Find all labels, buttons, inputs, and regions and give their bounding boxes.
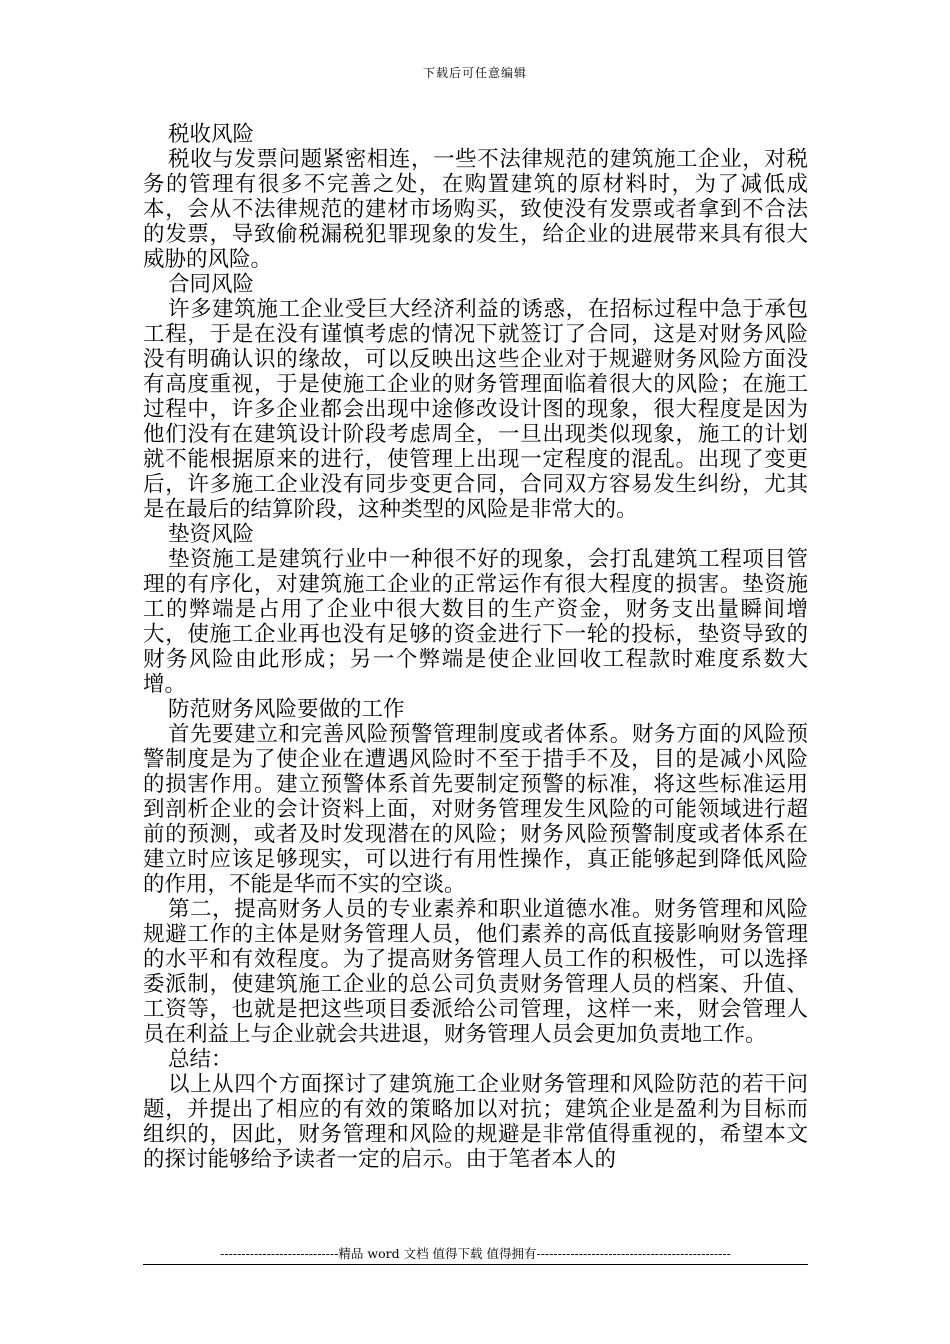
section-heading-summary: 总结： xyxy=(168,1047,233,1072)
paragraph-contract-risk: 许多建筑施工企业受巨大经济利益的诱惑，在招标过程中急于承包工程，于是在没有谨慎考虑的情况下就签订了合同，这是对财务风险没有明确认识的缘故，可以反映出这些企业对于规避财务风险方面没有高度重视，于是使施工企业的财务管理面临着很大的风险；在施工过程中，许多企业都会出现中途修改设计图的现象，很大程度是因为他们没有在建筑设计阶段考虑周全，一旦出现类似现象，施工的计划就不能根据原来的进行，使管理上出现一定程度的混乱。出现了变更后，许多施工企业没有同步变更合同，合同双方容易发生纠纷，尤其是在最后的结算阶段，这种类型的风险是非常大的。 xyxy=(143,297,808,522)
paragraph-warning-system: 首先要建立和完善风险预警管理制度或者体系。财务方面的风险预警制度是为了使企业在遭遇风险时不至于措手不及，目的是减小风险的损害作用。建立预警体系首先要制定预警的标准，将这些标准运用到剖析企业的会计资料上面，对财务管理发生风险的可能领域进行超前的预测，或者及时发现潜在的风险；财务风险预警制度或者体系在建立时应该足够现实，可以进行有用性操作，真正能够起到降低风险的作用，不能是华而不实的空谈。 xyxy=(143,722,808,897)
document-body xyxy=(143,122,808,1172)
paragraph-advance-funding-risk: 垫资施工是建筑行业中一种很不好的现象，会打乱建筑工程项目管理的有序化，对建筑施工企业的正常运作有很大程度的损害。垫资施工的弊端是占用了企业中很大数目的生产资金，财务支出量瞬间增大，使施工企业再也没有足够的资金进行下一轮的投标，垫资导致的财务风险由此形成；另一个弊端是使企业回收工程款时难度系数大增。 xyxy=(143,547,808,697)
paragraph-staff-quality: 第二，提高财务人员的专业素养和职业道德水准。财务管理和风险规避工作的主体是财务管理人员，他们素养的高低直接影响财务管理的水平和有效程度。为了提高财务管理人员工作的积极性，可以选择委派制，使建筑施工企业的总公司负责财务管理人员的档案、升值、工资等，也就是把这些项目委派给公司管理，这样一来，财会管理人员在利益上与企业就会共进退，财务管理人员会更加负责地工作。 xyxy=(143,897,808,1047)
section-heading-prevention-work: 防范财务风险要做的工作 xyxy=(168,697,405,722)
section-heading-advance-funding-risk: 垫资风险 xyxy=(168,522,255,547)
section-heading-contract-risk: 合同风险 xyxy=(168,272,255,297)
section-heading-tax-risk: 税收风险 xyxy=(168,122,255,147)
page-header: 下载后可任意编辑 xyxy=(422,66,527,80)
footer-divider xyxy=(143,1264,808,1265)
paragraph-tax-risk: 税收与发票问题紧密相连，一些不法律规范的建筑施工企业，对税务的管理有很多不完善之处，在购置建筑的原材料时，为了减低成本，会从不法律规范的建材市场购买，致使没有发票或者拿到不合法的发票，导致偷税漏税犯罪现象的发生，给企业的进展带来具有很大威胁的风险。 xyxy=(143,147,808,272)
page-footer: ----------------------------精品 word 文档 值得下载 值得拥有---------------------------------------------- xyxy=(220,1246,731,1261)
paragraph-summary: 以上从四个方面探讨了建筑施工企业财务管理和风险防范的若干问题，并提出了相应的有效的策略加以对抗；建筑企业是盈利为目标而组织的，因此，财务管理和风险的规避是非常值得重视的，希望本文的探讨能够给予读者一定的启示。由于笔者本人的 xyxy=(143,1072,808,1172)
